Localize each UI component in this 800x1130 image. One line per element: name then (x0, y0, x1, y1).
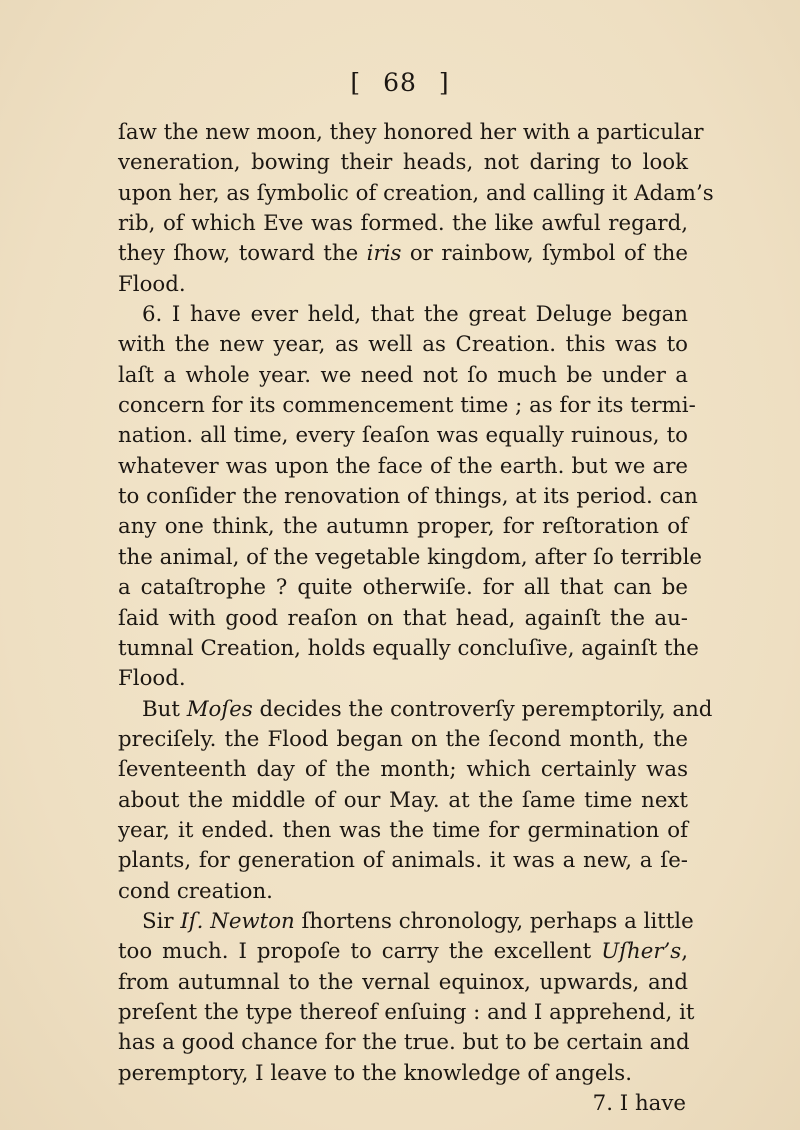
text-line (118, 482, 698, 512)
text-line (118, 391, 696, 421)
italic-text: Uſher’s (601, 939, 682, 965)
text-segment: too much. I propoſe to carry the excellent (118, 939, 602, 965)
text-segment: rib, of which Eve was formed. the like awful regard, (118, 211, 688, 237)
text-line (118, 209, 688, 239)
text-segment: , (681, 939, 688, 965)
text-line (118, 452, 688, 482)
text-line (118, 604, 688, 634)
text-segment: cond creation. (118, 878, 273, 904)
text-segment: preciſely. the Flood began on the ſecond month, the (118, 726, 688, 752)
text-segment: Flood. (118, 271, 186, 297)
text-segment: ſeventeenth day of the month; which certainly was (118, 757, 688, 783)
italic-text: Moſes (186, 696, 253, 722)
italic-text: iris (366, 241, 402, 267)
text-line (118, 695, 713, 725)
text-line (118, 634, 699, 664)
close-bracket: ] (438, 68, 450, 97)
text-segment: to conſider the renovation of things, at its period. can (118, 484, 698, 510)
text-line (118, 512, 688, 542)
text-segment: the animal, of the vegetable kingdom, after ſo terrible (118, 544, 702, 570)
text-segment: veneration, bowing their heads, not daring to look (118, 150, 688, 176)
text-segment: about the middle of our May. at the ſame time next (118, 787, 688, 813)
text-segment: ſaid with good reaſon on that head, againſt the au- (118, 605, 688, 631)
text-line (118, 421, 688, 451)
text-segment: any one think, the autumn proper, for reſtoration of (118, 514, 688, 540)
text-segment: nation. all time, every ſeaſon was equally ruinous, to (118, 423, 688, 449)
text-line (118, 148, 688, 178)
text-line (118, 877, 688, 907)
text-line (118, 573, 688, 603)
text-line (118, 664, 688, 694)
text-line (118, 725, 688, 755)
text-line (118, 1089, 688, 1119)
text-segment: with the new year, as well as Creation. this was to (118, 332, 688, 358)
text-line (118, 118, 704, 148)
text-segment: decides the controverſy peremptorily, and (252, 696, 713, 722)
text-segment: from autumnal to the vernal equinox, upwards, and (118, 969, 688, 995)
text-segment: 7. I have (592, 1091, 686, 1116)
text-segment: peremptory, I leave to the knowledge of angels. (118, 1060, 633, 1086)
text-segment: Flood. (118, 666, 186, 692)
text-segment: ſaw the new moon, they honored her with a particular (118, 120, 704, 145)
text-segment: But (142, 696, 187, 722)
body-text (118, 118, 714, 1119)
text-line (118, 361, 688, 391)
text-segment: plants, for generation of animals. it was a new, a ſe- (118, 848, 688, 874)
page-header (0, 68, 800, 97)
text-line (118, 179, 714, 209)
text-line (118, 907, 694, 937)
text-segment: preſent the type thereof enſuing : and I apprehend, it (118, 999, 695, 1025)
text-line (118, 300, 688, 330)
text-segment: Sir (142, 908, 181, 934)
text-line (118, 846, 688, 876)
text-line (118, 1028, 688, 1058)
text-line (118, 239, 688, 269)
text-line (118, 786, 688, 816)
text-line (118, 543, 702, 573)
text-segment: upon her, as ſymbolic of creation, and calling it Adam’s (118, 180, 714, 206)
text-line (118, 998, 695, 1028)
text-segment: ſhortens chronology, perhaps a little (294, 908, 694, 934)
text-segment: whatever was upon the face of the earth. but we are (118, 453, 688, 479)
text-segment: 6. I have ever held, that the great Deluge began (142, 302, 688, 328)
text-line (118, 937, 688, 967)
text-line (118, 968, 688, 998)
text-segment: tumnal Creation, holds equally concluſive, againſt the (118, 635, 699, 661)
open-bracket: [ (350, 68, 362, 97)
page-number: 68 (383, 68, 417, 97)
text-line (118, 755, 688, 785)
text-line (118, 330, 688, 360)
text-line (118, 1059, 688, 1089)
text-segment: a cataſtrophe ? quite otherwiſe. for all that can be (118, 575, 688, 601)
italic-text: Iſ. Newton (180, 908, 295, 934)
text-segment: they ſhow, toward the (118, 241, 367, 267)
text-segment: or rainbow, ſymbol of the (401, 241, 688, 267)
text-line (118, 816, 688, 846)
text-segment: concern for its commencement time ; as for its termi- (118, 393, 696, 419)
text-segment: has a good chance for the true. but to be certain and (118, 1030, 690, 1056)
text-segment: laſt a whole year. we need not ſo much be under a (118, 362, 688, 388)
text-line (118, 270, 688, 300)
text-segment: year, it ended. then was the time for germination of (118, 817, 688, 843)
